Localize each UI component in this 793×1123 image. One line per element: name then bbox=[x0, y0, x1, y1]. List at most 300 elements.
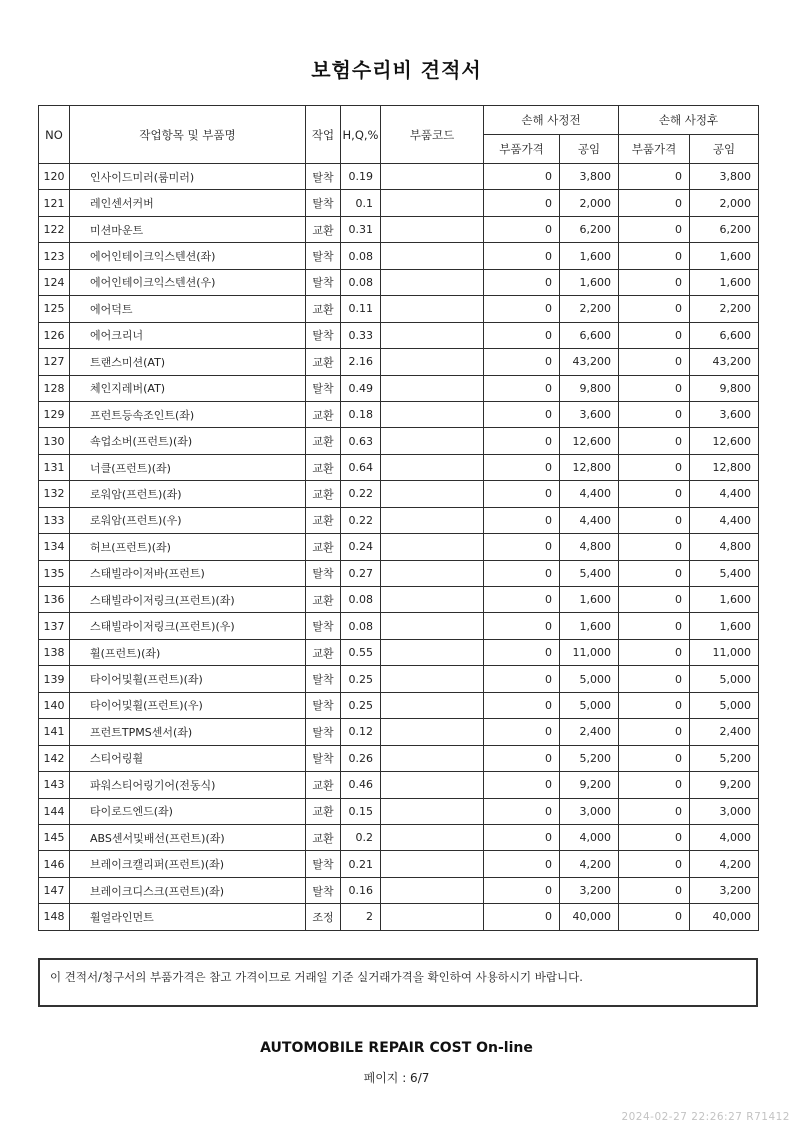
cell-item: 브레이크디스크(프런트)(좌) bbox=[70, 877, 306, 903]
cell-hq: 0.33 bbox=[341, 322, 381, 348]
cell-no: 125 bbox=[39, 296, 70, 322]
cell-before-part-price: 0 bbox=[484, 904, 560, 930]
cell-item: 트랜스미션(AT) bbox=[70, 349, 306, 375]
cell-before-part-price: 0 bbox=[484, 719, 560, 745]
cell-no: 131 bbox=[39, 454, 70, 480]
header-after-part-price: 부품가격 bbox=[619, 135, 690, 164]
cell-item: 휠(프런트)(좌) bbox=[70, 639, 306, 665]
cell-before-labor: 2,400 bbox=[560, 719, 619, 745]
cell-after-labor: 2,000 bbox=[690, 190, 759, 216]
cell-item: ABS센서및배선(프런트)(좌) bbox=[70, 824, 306, 850]
header-before-labor: 공임 bbox=[560, 135, 619, 164]
cell-work: 교환 bbox=[306, 798, 341, 824]
table-row bbox=[39, 587, 759, 613]
cell-no: 132 bbox=[39, 481, 70, 507]
page-title: 보험수리비 견적서 bbox=[311, 58, 482, 82]
cell-part-code bbox=[381, 613, 484, 639]
table-row bbox=[39, 507, 759, 533]
cell-after-labor: 40,000 bbox=[690, 904, 759, 930]
cell-after-part-price: 0 bbox=[619, 375, 690, 401]
cell-before-part-price: 0 bbox=[484, 745, 560, 771]
cell-work: 탈착 bbox=[306, 692, 341, 718]
cell-no: 137 bbox=[39, 613, 70, 639]
cell-before-part-price: 0 bbox=[484, 772, 560, 798]
cell-after-part-price: 0 bbox=[619, 904, 690, 930]
cell-item: 파워스티어링기어(전동식) bbox=[70, 772, 306, 798]
table-row bbox=[39, 322, 759, 348]
cell-item: 타이어및휠(프런트)(좌) bbox=[70, 666, 306, 692]
cell-after-part-price: 0 bbox=[619, 190, 690, 216]
cell-hq: 0.18 bbox=[341, 401, 381, 427]
cell-before-labor: 4,800 bbox=[560, 534, 619, 560]
cell-after-labor: 5,200 bbox=[690, 745, 759, 771]
cell-before-labor: 9,800 bbox=[560, 375, 619, 401]
cell-before-labor: 12,600 bbox=[560, 428, 619, 454]
cell-before-labor: 2,200 bbox=[560, 296, 619, 322]
cell-part-code bbox=[381, 639, 484, 665]
cell-no: 123 bbox=[39, 243, 70, 269]
cell-after-part-price: 0 bbox=[619, 243, 690, 269]
cell-hq: 0.63 bbox=[341, 428, 381, 454]
cell-part-code bbox=[381, 190, 484, 216]
cell-before-part-price: 0 bbox=[484, 428, 560, 454]
cell-before-labor: 5,000 bbox=[560, 666, 619, 692]
table-row bbox=[39, 454, 759, 480]
cell-after-part-price: 0 bbox=[619, 613, 690, 639]
cell-after-labor: 5,000 bbox=[690, 666, 759, 692]
cell-item: 스태빌라이저바(프런트) bbox=[70, 560, 306, 586]
table-row bbox=[39, 296, 759, 322]
cell-part-code bbox=[381, 534, 484, 560]
cell-work: 교환 bbox=[306, 639, 341, 665]
cell-after-part-price: 0 bbox=[619, 269, 690, 295]
cell-after-labor: 6,600 bbox=[690, 322, 759, 348]
cell-item: 휠얼라인먼트 bbox=[70, 904, 306, 930]
cell-hq: 0.55 bbox=[341, 639, 381, 665]
cell-after-labor: 4,200 bbox=[690, 851, 759, 877]
header-part-code: 부품코드 bbox=[381, 106, 484, 164]
cell-part-code bbox=[381, 296, 484, 322]
cell-no: 127 bbox=[39, 349, 70, 375]
cell-before-part-price: 0 bbox=[484, 666, 560, 692]
cell-after-labor: 3,200 bbox=[690, 877, 759, 903]
cell-no: 126 bbox=[39, 322, 70, 348]
cell-item: 에어크리너 bbox=[70, 322, 306, 348]
cell-hq: 0.24 bbox=[341, 534, 381, 560]
table-row bbox=[39, 164, 759, 190]
cell-work: 교환 bbox=[306, 216, 341, 242]
cell-part-code bbox=[381, 587, 484, 613]
notice-box bbox=[38, 958, 758, 1007]
cell-item: 허브(프런트)(좌) bbox=[70, 534, 306, 560]
cell-after-part-price: 0 bbox=[619, 428, 690, 454]
cell-after-labor: 12,800 bbox=[690, 454, 759, 480]
cell-part-code bbox=[381, 401, 484, 427]
cell-hq: 0.22 bbox=[341, 507, 381, 533]
header-before-group: 손해 사정전 bbox=[484, 106, 619, 135]
cell-after-labor: 3,600 bbox=[690, 401, 759, 427]
cell-after-labor: 3,800 bbox=[690, 164, 759, 190]
cell-hq: 0.08 bbox=[341, 269, 381, 295]
cell-part-code bbox=[381, 666, 484, 692]
cell-hq: 0.2 bbox=[341, 824, 381, 850]
timestamp-stamp: 2024-02-27 22:26:27 R71412 bbox=[621, 1111, 790, 1123]
cell-before-labor: 5,200 bbox=[560, 745, 619, 771]
cell-before-labor: 3,800 bbox=[560, 164, 619, 190]
cell-after-labor: 4,800 bbox=[690, 534, 759, 560]
cell-before-labor: 11,000 bbox=[560, 639, 619, 665]
cell-hq: 0.27 bbox=[341, 560, 381, 586]
cell-part-code bbox=[381, 164, 484, 190]
cell-no: 147 bbox=[39, 877, 70, 903]
estimate-table-body bbox=[39, 164, 759, 931]
cell-work: 교환 bbox=[306, 772, 341, 798]
cell-after-labor: 12,600 bbox=[690, 428, 759, 454]
cell-part-code bbox=[381, 269, 484, 295]
cell-item: 프런트등속조인트(좌) bbox=[70, 401, 306, 427]
cell-work: 탈착 bbox=[306, 613, 341, 639]
cell-after-labor: 1,600 bbox=[690, 243, 759, 269]
cell-after-part-price: 0 bbox=[619, 507, 690, 533]
cell-work: 탈착 bbox=[306, 851, 341, 877]
cell-after-labor: 3,000 bbox=[690, 798, 759, 824]
cell-before-part-price: 0 bbox=[484, 507, 560, 533]
cell-after-labor: 5,000 bbox=[690, 692, 759, 718]
cell-before-labor: 1,600 bbox=[560, 613, 619, 639]
cell-no: 141 bbox=[39, 719, 70, 745]
cell-no: 148 bbox=[39, 904, 70, 930]
cell-after-part-price: 0 bbox=[619, 560, 690, 586]
cell-hq: 0.25 bbox=[341, 666, 381, 692]
cell-after-part-price: 0 bbox=[619, 587, 690, 613]
cell-no: 122 bbox=[39, 216, 70, 242]
cell-after-part-price: 0 bbox=[619, 534, 690, 560]
cell-no: 144 bbox=[39, 798, 70, 824]
cell-before-part-price: 0 bbox=[484, 587, 560, 613]
cell-item: 브레이크캘리퍼(프런트)(좌) bbox=[70, 851, 306, 877]
table-row bbox=[39, 745, 759, 771]
cell-no: 142 bbox=[39, 745, 70, 771]
cell-item: 스태빌라이저링크(프런트)(좌) bbox=[70, 587, 306, 613]
cell-work: 탈착 bbox=[306, 243, 341, 269]
cell-after-part-price: 0 bbox=[619, 454, 690, 480]
cell-work: 탈착 bbox=[306, 877, 341, 903]
page-number: 페이지 : 6/7 bbox=[363, 1071, 430, 1085]
cell-after-labor: 5,400 bbox=[690, 560, 759, 586]
cell-item: 쇽업소버(프런트)(좌) bbox=[70, 428, 306, 454]
cell-before-labor: 4,400 bbox=[560, 481, 619, 507]
table-row bbox=[39, 401, 759, 427]
cell-after-labor: 2,400 bbox=[690, 719, 759, 745]
cell-item: 스티어링휠 bbox=[70, 745, 306, 771]
cell-before-labor: 3,200 bbox=[560, 877, 619, 903]
cell-after-labor: 9,800 bbox=[690, 375, 759, 401]
table-row bbox=[39, 798, 759, 824]
table-row bbox=[39, 190, 759, 216]
table-row bbox=[39, 349, 759, 375]
cell-part-code bbox=[381, 745, 484, 771]
cell-no: 120 bbox=[39, 164, 70, 190]
table-row bbox=[39, 243, 759, 269]
table-header bbox=[39, 106, 759, 164]
cell-part-code bbox=[381, 877, 484, 903]
cell-hq: 0.64 bbox=[341, 454, 381, 480]
cell-work: 교환 bbox=[306, 428, 341, 454]
cell-before-labor: 6,200 bbox=[560, 216, 619, 242]
cell-work: 탈착 bbox=[306, 719, 341, 745]
cell-after-part-price: 0 bbox=[619, 824, 690, 850]
cell-before-part-price: 0 bbox=[484, 851, 560, 877]
cell-after-part-price: 0 bbox=[619, 745, 690, 771]
cell-after-part-price: 0 bbox=[619, 639, 690, 665]
table-row bbox=[39, 216, 759, 242]
cell-after-part-price: 0 bbox=[619, 296, 690, 322]
cell-before-labor: 1,600 bbox=[560, 587, 619, 613]
cell-before-labor: 4,400 bbox=[560, 507, 619, 533]
cell-part-code bbox=[381, 428, 484, 454]
cell-hq: 2.16 bbox=[341, 349, 381, 375]
cell-after-part-price: 0 bbox=[619, 349, 690, 375]
cell-work: 탈착 bbox=[306, 375, 341, 401]
cell-part-code bbox=[381, 560, 484, 586]
header-no: NO bbox=[39, 106, 70, 164]
cell-part-code bbox=[381, 719, 484, 745]
cell-before-part-price: 0 bbox=[484, 216, 560, 242]
header-item: 작업항목 및 부품명 bbox=[70, 106, 306, 164]
cell-before-labor: 1,600 bbox=[560, 269, 619, 295]
cell-after-part-price: 0 bbox=[619, 772, 690, 798]
cell-no: 145 bbox=[39, 824, 70, 850]
header-before-part-price: 부품가격 bbox=[484, 135, 560, 164]
brand-line: AUTOMOBILE REPAIR COST On-line bbox=[260, 1040, 533, 1056]
cell-before-part-price: 0 bbox=[484, 296, 560, 322]
cell-after-part-price: 0 bbox=[619, 481, 690, 507]
cell-item: 에어덕트 bbox=[70, 296, 306, 322]
table-row bbox=[39, 719, 759, 745]
cell-work: 탈착 bbox=[306, 666, 341, 692]
cell-before-part-price: 0 bbox=[484, 401, 560, 427]
cell-before-part-price: 0 bbox=[484, 613, 560, 639]
header-after-labor: 공임 bbox=[690, 135, 759, 164]
cell-before-labor: 5,400 bbox=[560, 560, 619, 586]
cell-work: 교환 bbox=[306, 349, 341, 375]
table-row bbox=[39, 666, 759, 692]
cell-before-labor: 4,000 bbox=[560, 824, 619, 850]
cell-before-part-price: 0 bbox=[484, 322, 560, 348]
cell-after-part-price: 0 bbox=[619, 851, 690, 877]
cell-item: 너클(프런트)(좌) bbox=[70, 454, 306, 480]
cell-hq: 0.12 bbox=[341, 719, 381, 745]
cell-no: 133 bbox=[39, 507, 70, 533]
cell-after-labor: 2,200 bbox=[690, 296, 759, 322]
cell-after-labor: 9,200 bbox=[690, 772, 759, 798]
cell-before-part-price: 0 bbox=[484, 164, 560, 190]
cell-no: 128 bbox=[39, 375, 70, 401]
table-row bbox=[39, 692, 759, 718]
cell-before-part-price: 0 bbox=[484, 534, 560, 560]
cell-after-part-price: 0 bbox=[619, 401, 690, 427]
cell-no: 134 bbox=[39, 534, 70, 560]
cell-part-code bbox=[381, 507, 484, 533]
cell-no: 136 bbox=[39, 587, 70, 613]
cell-part-code bbox=[381, 772, 484, 798]
cell-hq: 0.22 bbox=[341, 481, 381, 507]
cell-part-code bbox=[381, 349, 484, 375]
table-row bbox=[39, 877, 759, 903]
cell-item: 로워암(프런트)(좌) bbox=[70, 481, 306, 507]
cell-work: 탈착 bbox=[306, 190, 341, 216]
cell-item: 레인센서커버 bbox=[70, 190, 306, 216]
table-row bbox=[39, 428, 759, 454]
cell-item: 인사이드미러(룸미러) bbox=[70, 164, 306, 190]
cell-hq: 0.26 bbox=[341, 745, 381, 771]
cell-work: 교환 bbox=[306, 296, 341, 322]
cell-no: 146 bbox=[39, 851, 70, 877]
cell-item: 에어인테이크익스텐션(좌) bbox=[70, 243, 306, 269]
table-row bbox=[39, 639, 759, 665]
cell-work: 교환 bbox=[306, 401, 341, 427]
cell-before-part-price: 0 bbox=[484, 375, 560, 401]
cell-work: 교환 bbox=[306, 507, 341, 533]
cell-hq: 0.21 bbox=[341, 851, 381, 877]
cell-after-labor: 4,400 bbox=[690, 481, 759, 507]
cell-item: 미션마운트 bbox=[70, 216, 306, 242]
cell-work: 탈착 bbox=[306, 322, 341, 348]
cell-after-part-price: 0 bbox=[619, 164, 690, 190]
cell-before-labor: 3,000 bbox=[560, 798, 619, 824]
cell-work: 조정 bbox=[306, 904, 341, 930]
cell-after-labor: 4,400 bbox=[690, 507, 759, 533]
cell-hq: 0.11 bbox=[341, 296, 381, 322]
cell-before-part-price: 0 bbox=[484, 877, 560, 903]
cell-no: 129 bbox=[39, 401, 70, 427]
cell-after-part-price: 0 bbox=[619, 877, 690, 903]
table-row bbox=[39, 269, 759, 295]
estimate-table bbox=[38, 105, 759, 931]
notice-text: 이 견적서/청구서의 부품가격은 참고 가격이므로 거래일 기준 실거래가격을 확인하여 사용하시기 바랍니다. bbox=[50, 970, 583, 984]
cell-work: 탈착 bbox=[306, 560, 341, 586]
cell-hq: 2 bbox=[341, 904, 381, 930]
cell-hq: 0.15 bbox=[341, 798, 381, 824]
cell-no: 135 bbox=[39, 560, 70, 586]
cell-part-code bbox=[381, 798, 484, 824]
cell-before-part-price: 0 bbox=[484, 454, 560, 480]
cell-no: 143 bbox=[39, 772, 70, 798]
cell-hq: 0.1 bbox=[341, 190, 381, 216]
cell-part-code bbox=[381, 692, 484, 718]
cell-item: 프런트TPMS센서(좌) bbox=[70, 719, 306, 745]
cell-no: 130 bbox=[39, 428, 70, 454]
cell-before-labor: 12,800 bbox=[560, 454, 619, 480]
cell-part-code bbox=[381, 322, 484, 348]
cell-work: 교환 bbox=[306, 824, 341, 850]
cell-before-labor: 5,000 bbox=[560, 692, 619, 718]
cell-before-labor: 2,000 bbox=[560, 190, 619, 216]
cell-before-part-price: 0 bbox=[484, 692, 560, 718]
cell-before-part-price: 0 bbox=[484, 190, 560, 216]
cell-before-labor: 6,600 bbox=[560, 322, 619, 348]
cell-before-labor: 4,200 bbox=[560, 851, 619, 877]
cell-item: 타이어및휠(프런트)(우) bbox=[70, 692, 306, 718]
cell-work: 교환 bbox=[306, 587, 341, 613]
cell-no: 139 bbox=[39, 666, 70, 692]
cell-item: 타이로드엔드(좌) bbox=[70, 798, 306, 824]
cell-part-code bbox=[381, 216, 484, 242]
table-row bbox=[39, 772, 759, 798]
cell-part-code bbox=[381, 375, 484, 401]
cell-hq: 0.49 bbox=[341, 375, 381, 401]
table-row bbox=[39, 613, 759, 639]
cell-part-code bbox=[381, 243, 484, 269]
table-row bbox=[39, 375, 759, 401]
cell-after-part-price: 0 bbox=[619, 692, 690, 718]
cell-part-code bbox=[381, 851, 484, 877]
cell-before-part-price: 0 bbox=[484, 560, 560, 586]
cell-before-part-price: 0 bbox=[484, 269, 560, 295]
cell-after-labor: 1,600 bbox=[690, 587, 759, 613]
cell-part-code bbox=[381, 824, 484, 850]
cell-before-part-price: 0 bbox=[484, 639, 560, 665]
cell-before-part-price: 0 bbox=[484, 481, 560, 507]
cell-no: 138 bbox=[39, 639, 70, 665]
cell-hq: 0.19 bbox=[341, 164, 381, 190]
cell-part-code bbox=[381, 454, 484, 480]
cell-hq: 0.08 bbox=[341, 243, 381, 269]
table-row bbox=[39, 481, 759, 507]
cell-work: 교환 bbox=[306, 454, 341, 480]
cell-hq: 0.25 bbox=[341, 692, 381, 718]
cell-before-labor: 9,200 bbox=[560, 772, 619, 798]
cell-item: 에어인테이크익스텐션(우) bbox=[70, 269, 306, 295]
header-after-group: 손해 사정후 bbox=[619, 106, 759, 135]
cell-after-part-price: 0 bbox=[619, 216, 690, 242]
cell-no: 124 bbox=[39, 269, 70, 295]
cell-before-part-price: 0 bbox=[484, 824, 560, 850]
cell-hq: 0.31 bbox=[341, 216, 381, 242]
cell-after-labor: 11,000 bbox=[690, 639, 759, 665]
header-work: 작업 bbox=[306, 106, 341, 164]
cell-before-labor: 3,600 bbox=[560, 401, 619, 427]
table-row bbox=[39, 534, 759, 560]
cell-hq: 0.46 bbox=[341, 772, 381, 798]
cell-work: 교환 bbox=[306, 534, 341, 560]
cell-item: 스태빌라이저링크(프런트)(우) bbox=[70, 613, 306, 639]
cell-item: 체인지레버(AT) bbox=[70, 375, 306, 401]
cell-after-labor: 1,600 bbox=[690, 269, 759, 295]
cell-before-part-price: 0 bbox=[484, 349, 560, 375]
table-row bbox=[39, 904, 759, 930]
cell-no: 140 bbox=[39, 692, 70, 718]
cell-before-part-price: 0 bbox=[484, 798, 560, 824]
cell-after-labor: 4,000 bbox=[690, 824, 759, 850]
cell-no: 121 bbox=[39, 190, 70, 216]
cell-work: 탈착 bbox=[306, 745, 341, 771]
cell-after-part-price: 0 bbox=[619, 666, 690, 692]
cell-part-code bbox=[381, 904, 484, 930]
cell-part-code bbox=[381, 481, 484, 507]
cell-after-labor: 43,200 bbox=[690, 349, 759, 375]
cell-before-labor: 1,600 bbox=[560, 243, 619, 269]
cell-hq: 0.08 bbox=[341, 587, 381, 613]
header-hq: H,Q,% bbox=[341, 106, 381, 164]
table-row bbox=[39, 824, 759, 850]
table-row bbox=[39, 851, 759, 877]
cell-work: 교환 bbox=[306, 481, 341, 507]
cell-after-labor: 1,600 bbox=[690, 613, 759, 639]
cell-hq: 0.08 bbox=[341, 613, 381, 639]
cell-before-labor: 40,000 bbox=[560, 904, 619, 930]
cell-before-part-price: 0 bbox=[484, 243, 560, 269]
